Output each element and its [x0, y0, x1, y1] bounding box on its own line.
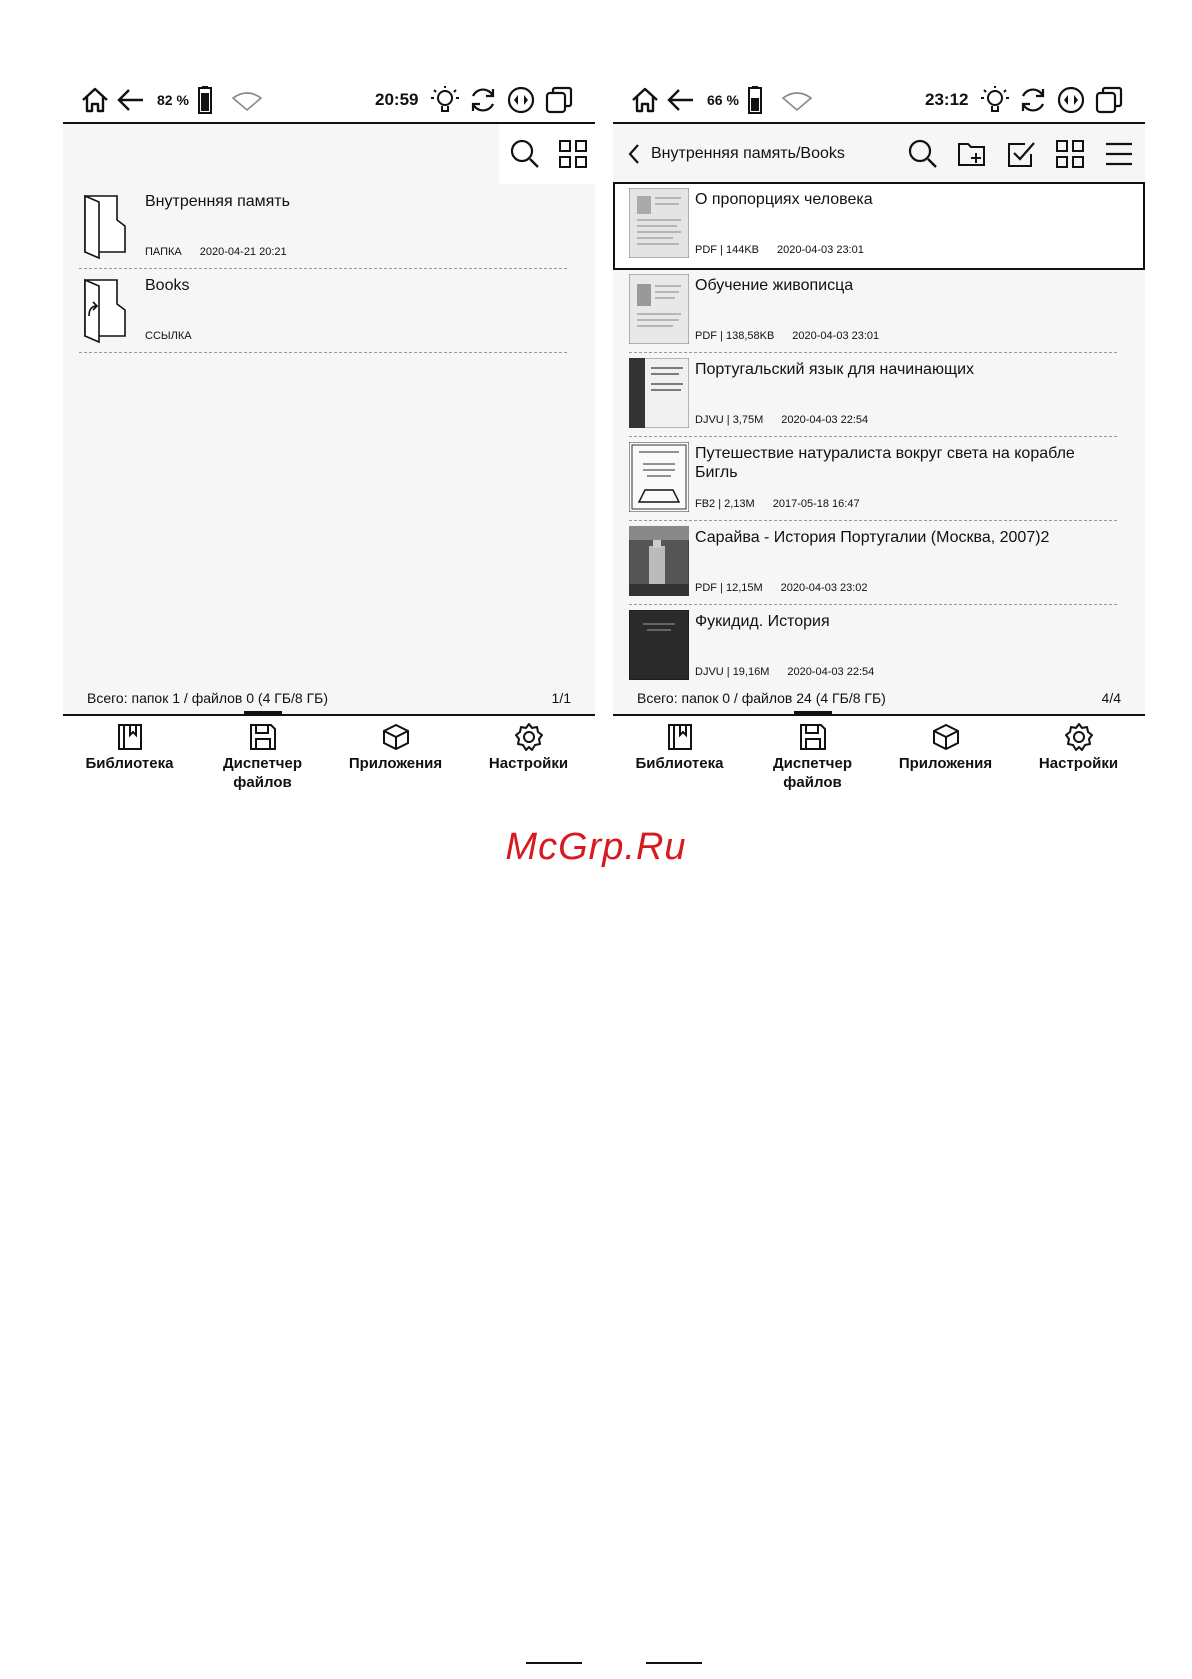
- item-date: 2020-04-03 23:01: [792, 330, 880, 342]
- item-meta: [695, 582, 886, 594]
- new-folder-icon[interactable]: [956, 138, 988, 170]
- frontlight-icon[interactable]: [979, 84, 1011, 116]
- library-icon: [115, 722, 145, 752]
- refresh-icon[interactable]: [1017, 84, 1049, 116]
- navigation-ball-icon[interactable]: [1055, 84, 1087, 116]
- gear-icon: [1064, 722, 1094, 752]
- summary-text: Всего: папок 1 / файлов 0 (4 ГБ/8 ГБ): [87, 690, 329, 706]
- save-disk-icon: [248, 722, 278, 752]
- item-date: 2017-05-18 16:47: [772, 498, 860, 510]
- book-cover-thumbnail: [629, 442, 689, 512]
- active-tab-indicator: [244, 711, 282, 715]
- nav-apps[interactable]: [879, 716, 1012, 802]
- watermark: McGrp.Ru: [505, 826, 687, 868]
- item-title: Обучение живописца: [695, 277, 854, 294]
- battery-icon: [739, 84, 771, 116]
- nav-library[interactable]: [63, 716, 196, 802]
- wifi-icon: [781, 84, 813, 116]
- book-cover-thumbnail: [629, 274, 689, 344]
- wifi-icon: [231, 84, 263, 116]
- file-list-area: [63, 124, 595, 714]
- folder-link-icon: [79, 274, 139, 344]
- storage-summary: [637, 690, 1121, 706]
- nav-label: Приложения: [898, 755, 993, 772]
- status-bar: [613, 78, 1145, 124]
- item-date: 2020-04-03 23:01: [777, 244, 864, 256]
- item-title: Фукидид. История: [695, 613, 830, 630]
- page-indicator: 1/1: [551, 690, 571, 706]
- folder-icon: [79, 190, 139, 260]
- search-icon[interactable]: [509, 138, 541, 170]
- item-kind: ССЫЛКА: [145, 330, 192, 342]
- nav-library[interactable]: [613, 716, 746, 802]
- book-cover-thumbnail: [629, 188, 689, 258]
- active-tab-indicator: [794, 711, 832, 715]
- grid-view-icon[interactable]: [557, 138, 589, 170]
- item-kind: PDF | 12,15M: [695, 582, 763, 594]
- item-date: 2020-04-03 23:02: [780, 582, 868, 594]
- library-icon: [665, 722, 695, 752]
- navigation-ball-icon[interactable]: [505, 84, 537, 116]
- nav-file-manager[interactable]: [746, 716, 879, 802]
- page-footer-rule: [646, 1662, 702, 1664]
- back-arrow-icon[interactable]: [665, 84, 697, 116]
- clock: 20:59: [375, 90, 419, 109]
- item-meta: [695, 330, 897, 342]
- nav-label: Диспетчер файлов: [772, 755, 852, 791]
- item-meta: [695, 244, 882, 256]
- list-item[interactable]: [629, 352, 1117, 437]
- nav-label: Настройки: [1038, 755, 1119, 772]
- item-kind: ПАПКА: [145, 246, 182, 258]
- task-switch-icon[interactable]: [1093, 84, 1125, 116]
- status-bar: [63, 78, 595, 124]
- item-meta: [695, 414, 886, 426]
- item-title: Португальский язык для начинающих: [695, 361, 975, 378]
- list-item[interactable]: [629, 520, 1117, 605]
- back-arrow-icon[interactable]: [115, 84, 147, 116]
- book-cover-thumbnail: [629, 526, 689, 596]
- search-icon[interactable]: [907, 138, 939, 170]
- list-item[interactable]: [79, 184, 567, 269]
- apps-cube-icon: [381, 722, 411, 752]
- home-icon[interactable]: [79, 84, 111, 116]
- battery-icon: [189, 84, 221, 116]
- clock: 23:12: [925, 90, 969, 109]
- item-kind: PDF | 138,58KB: [695, 330, 775, 342]
- task-switch-icon[interactable]: [543, 84, 575, 116]
- list-item[interactable]: [629, 268, 1117, 353]
- battery-percent: 82 %: [157, 92, 189, 108]
- item-meta: [695, 666, 892, 678]
- file-list-area: [613, 124, 1145, 714]
- home-icon[interactable]: [629, 84, 661, 116]
- breadcrumb[interactable]: [627, 138, 845, 170]
- breadcrumb-path: Внутренняя память/Books: [651, 145, 845, 162]
- right-screen: [613, 78, 1145, 802]
- storage-summary: [87, 690, 571, 706]
- item-title: О пропорциях человека: [695, 191, 873, 208]
- item-meta: [695, 498, 878, 510]
- item-date: 2020-04-03 22:54: [781, 414, 869, 426]
- left-screen: [63, 78, 595, 802]
- menu-icon[interactable]: [1103, 138, 1135, 170]
- item-date: 2020-04-03 22:54: [787, 666, 875, 678]
- list-item[interactable]: [79, 268, 567, 353]
- nav-label: Библиотека: [635, 755, 724, 772]
- item-meta: [145, 330, 210, 342]
- bottom-nav: [613, 714, 1145, 802]
- gear-icon: [514, 722, 544, 752]
- apps-cube-icon: [931, 722, 961, 752]
- item-title: Сарайва - История Португалии (Москва, 2007)2: [695, 529, 1050, 546]
- bottom-nav: [63, 714, 595, 802]
- item-title: Внутренняя память: [145, 193, 290, 210]
- item-kind: FB2 | 2,13M: [695, 498, 755, 510]
- toolbar: [499, 124, 595, 184]
- list-item[interactable]: [629, 436, 1117, 521]
- chevron-left-icon: [627, 143, 641, 165]
- item-kind: DJVU | 3,75M: [695, 414, 764, 426]
- multi-select-icon[interactable]: [1005, 138, 1037, 170]
- battery-percent: 66 %: [707, 92, 739, 108]
- item-meta: [145, 246, 305, 258]
- item-date: 2020-04-21 20:21: [199, 246, 287, 258]
- book-cover-thumbnail: [629, 358, 689, 428]
- nav-settings[interactable]: [1012, 716, 1145, 802]
- save-disk-icon: [798, 722, 828, 752]
- nav-label: Диспетчер файлов: [222, 755, 302, 791]
- item-kind: DJVU | 19,16M: [695, 666, 770, 678]
- list-item[interactable]: [613, 182, 1145, 270]
- summary-text: Всего: папок 0 / файлов 24 (4 ГБ/8 ГБ): [637, 690, 886, 706]
- nav-label: Настройки: [488, 755, 569, 772]
- list-item[interactable]: [629, 604, 1117, 688]
- item-kind: PDF | 144KB: [695, 244, 759, 256]
- book-cover-thumbnail: [629, 610, 689, 680]
- item-title: Путешествие натуралиста вокруг света на корабле Бигль: [695, 445, 1075, 481]
- nav-label: Библиотека: [85, 755, 174, 772]
- page-footer-rule: [526, 1662, 582, 1664]
- refresh-icon[interactable]: [467, 84, 499, 116]
- nav-apps[interactable]: [329, 716, 462, 802]
- frontlight-icon[interactable]: [429, 84, 461, 116]
- grid-view-icon[interactable]: [1054, 138, 1086, 170]
- nav-settings[interactable]: [462, 716, 595, 802]
- item-title: Books: [145, 277, 190, 294]
- nav-label: Приложения: [348, 755, 443, 772]
- page-indicator: 4/4: [1101, 690, 1121, 706]
- nav-file-manager[interactable]: [196, 716, 329, 802]
